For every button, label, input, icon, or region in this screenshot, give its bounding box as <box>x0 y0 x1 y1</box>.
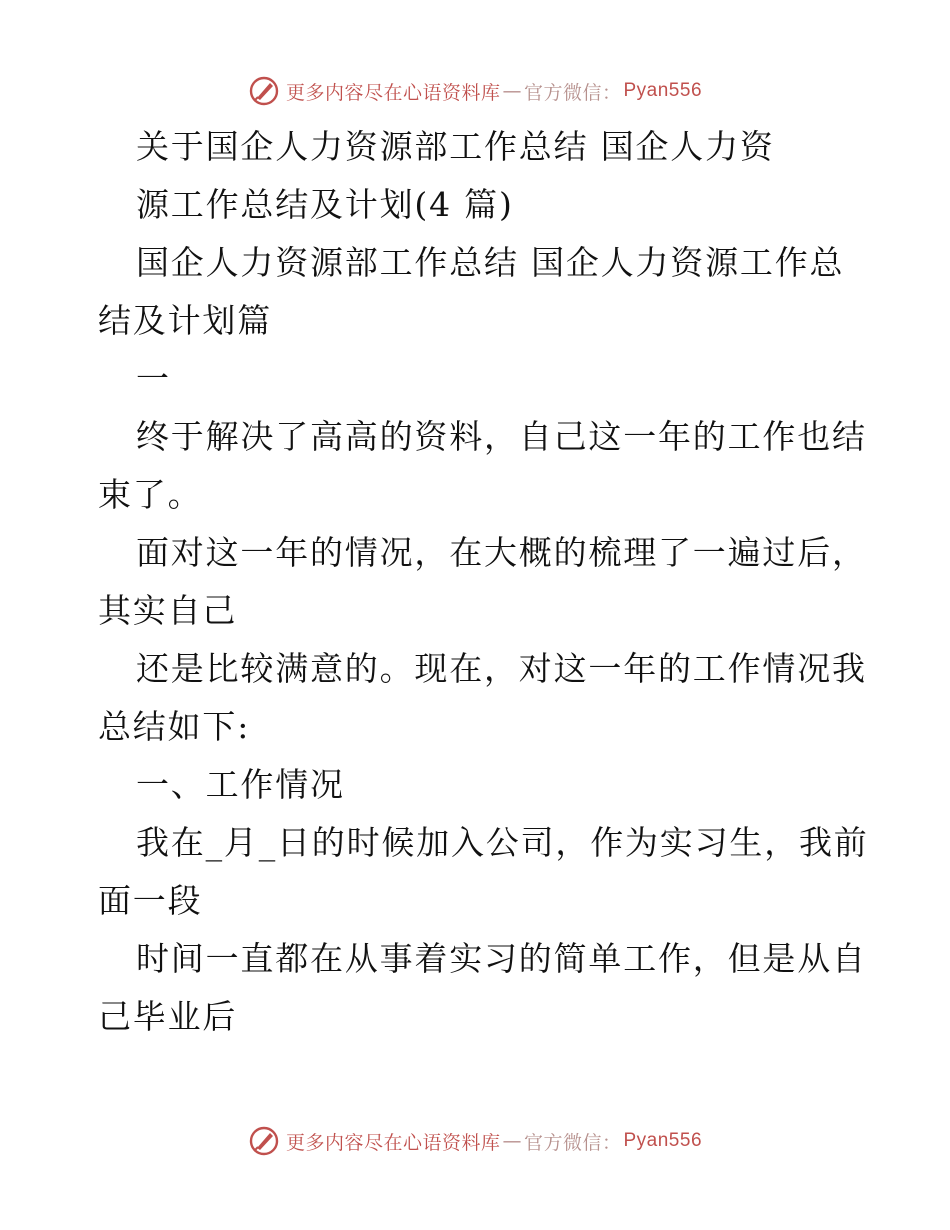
title-line-1: 关于国企人力资源部工作总结 国企人力资 <box>136 127 775 166</box>
paragraph-line: 终于解决了高高的资料，自己这一年的工作也结 <box>136 417 867 456</box>
paragraph-line: 国企人力资源部工作总结 国企人力资源工作总 <box>136 243 845 282</box>
paragraph-line: 我在_月_日的时候加入公司，作为实习生，我前 <box>136 823 869 862</box>
paragraph-line: 其实自己 <box>98 591 238 630</box>
paragraph-line: 还是比较满意的。现在，对这一年的工作情况我 <box>136 649 867 688</box>
watermark-wechat-id: Pyan556 <box>623 1130 703 1151</box>
watermark-main-text: 更多内容尽在心语资料库 <box>285 81 501 104</box>
paragraph-line: 时间一直都在从事着实习的简单工作，但是从自 <box>136 939 867 978</box>
watermark-separator: — <box>502 80 522 102</box>
watermark-main-text: 更多内容尽在心语资料库 <box>285 1131 501 1154</box>
watermark-sub-text: 官方微信： <box>523 81 622 104</box>
paragraph-line: 束了。 <box>98 475 203 514</box>
quill-logo-icon <box>248 75 280 107</box>
document-body <box>98 118 869 1046</box>
section-number: 一 <box>136 359 171 398</box>
paragraph-line: 结及计划篇 <box>98 301 272 340</box>
section-heading: 一、工作情况 <box>136 765 345 804</box>
paragraph-line: 面一段 <box>98 881 203 920</box>
paragraph-line: 总结如下: <box>98 707 251 746</box>
header-watermark <box>0 71 950 111</box>
watermark-sub-text: 官方微信： <box>523 1131 622 1154</box>
paragraph-line: 己毕业后 <box>98 997 238 1036</box>
paragraph-line: 面对这一年的情况，在大概的梳理了一遍过后， <box>136 533 867 572</box>
quill-logo-icon <box>248 1125 280 1157</box>
watermark-separator: — <box>502 1130 522 1152</box>
footer-watermark <box>0 1121 950 1161</box>
watermark-wechat-id: Pyan556 <box>623 80 703 101</box>
title-line-2: 源工作总结及计划(4 篇) <box>136 185 514 224</box>
